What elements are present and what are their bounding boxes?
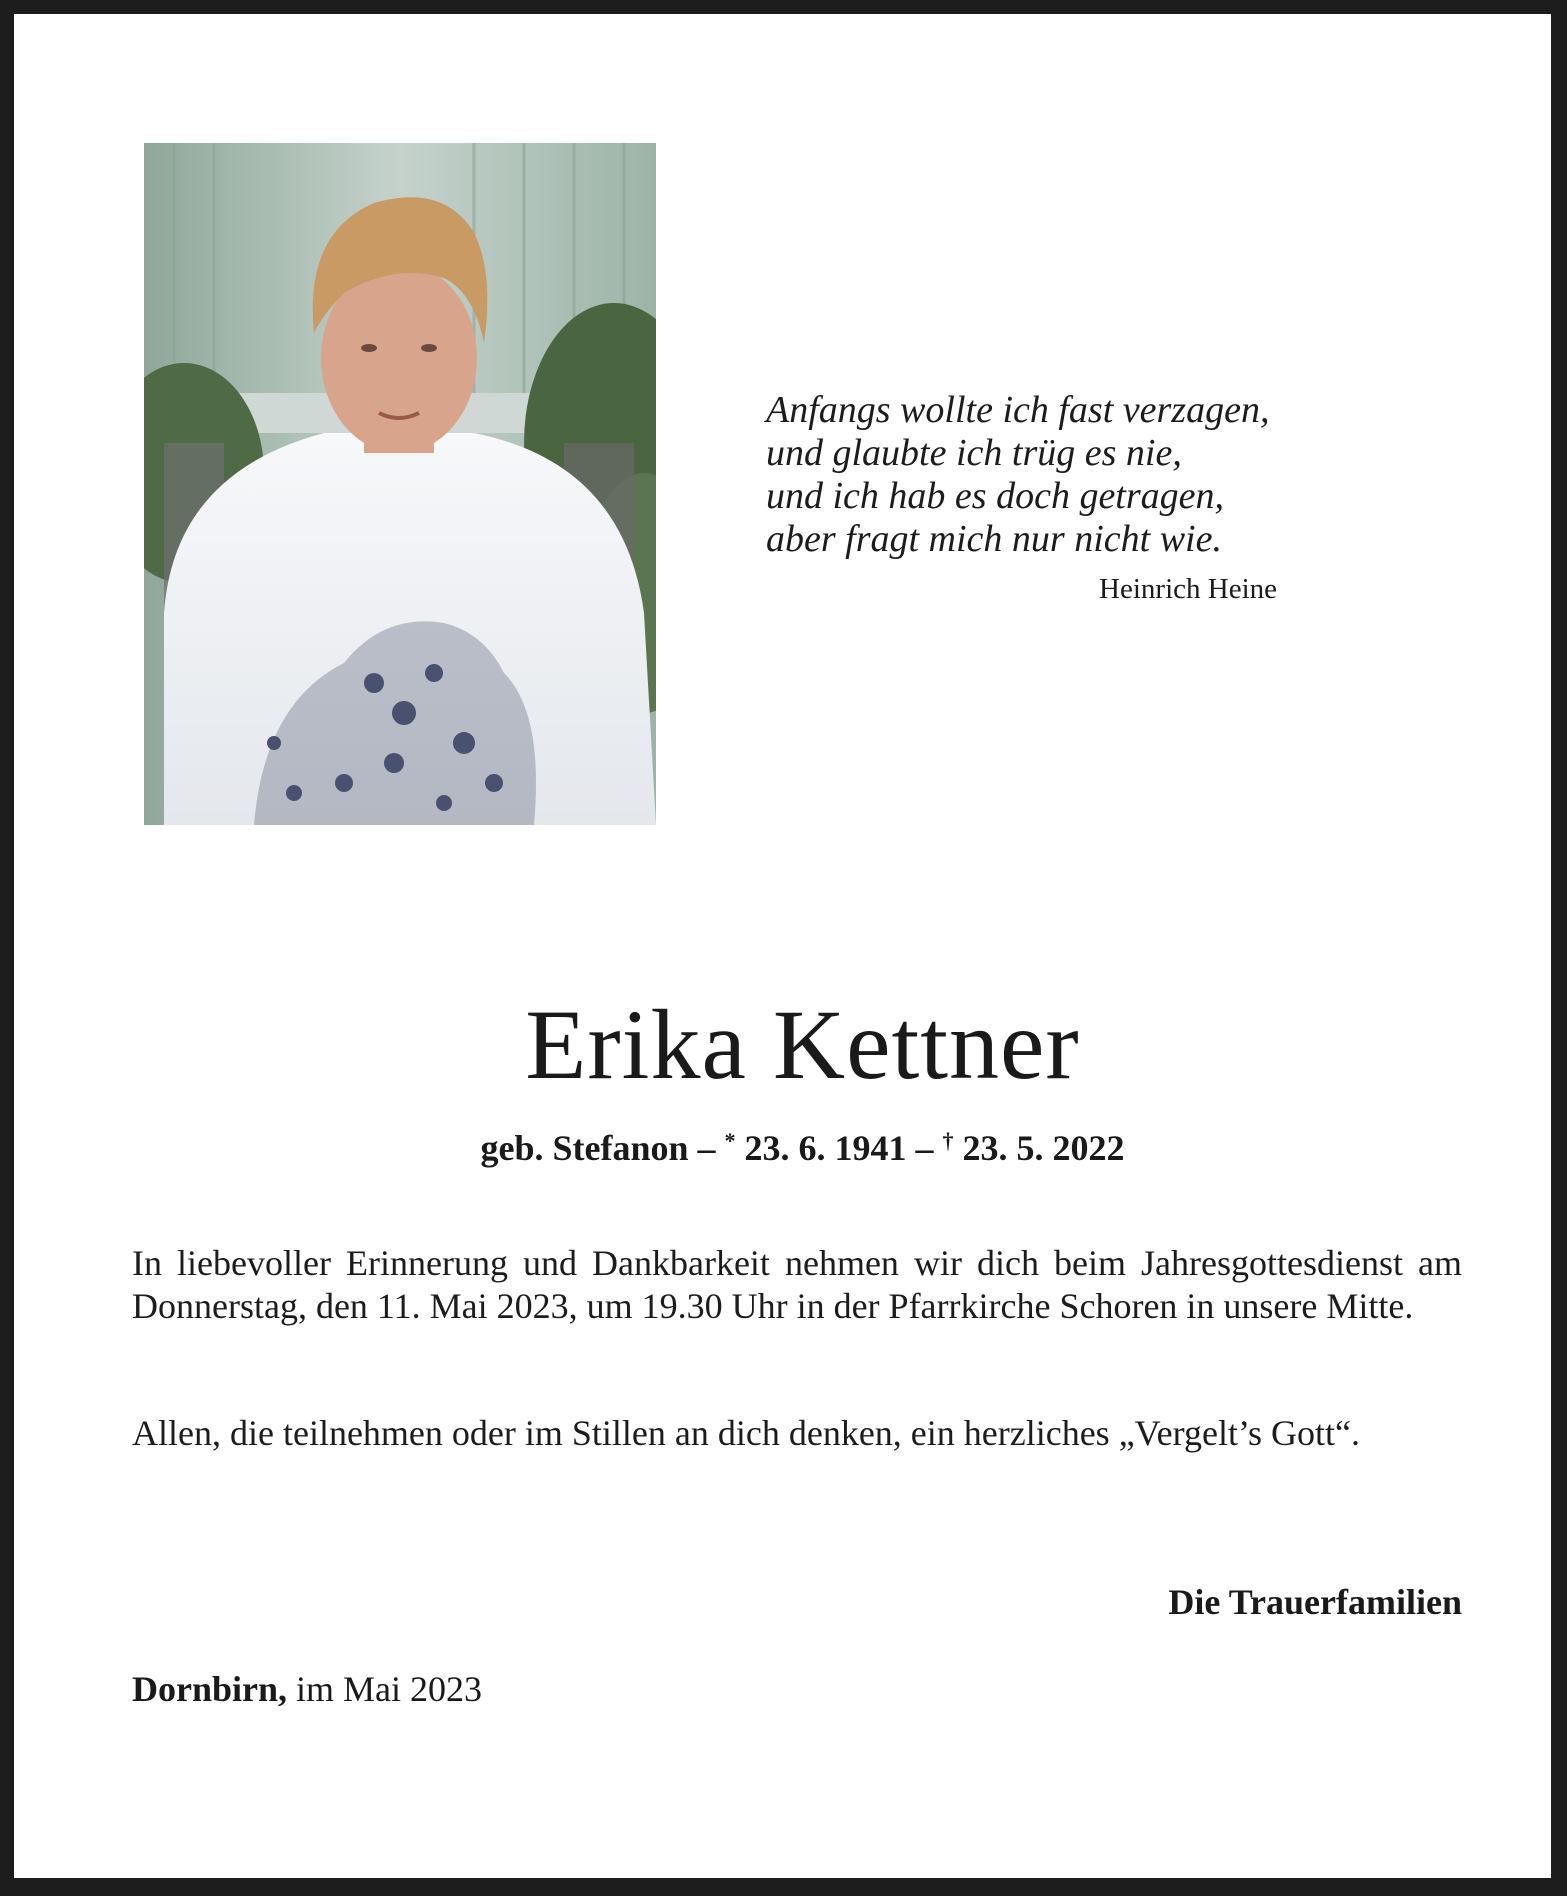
life-dates <box>144 1119 1461 1170</box>
portrait-photo-illustration <box>144 143 656 825</box>
birth-name: geb. Stefanon <box>480 1128 689 1168</box>
quote-author: Heinrich Heine <box>1099 573 1277 605</box>
portrait-photo <box>144 143 656 825</box>
deceased-name: Erika Kettner <box>525 989 1080 1100</box>
quote-block <box>766 389 1306 561</box>
place-date-line <box>132 1667 482 1711</box>
death-symbol: † <box>942 1128 954 1153</box>
quote-line: und ich hab es doch getragen, <box>766 475 1225 517</box>
quote-line: und glaubte ich trüg es nie, <box>766 432 1182 474</box>
death-date: 23. 5. 2022 <box>962 1128 1125 1168</box>
place: Dornbirn, <box>132 1669 288 1709</box>
quote-line: Anfangs wollte ich fast verzagen, <box>766 389 1270 431</box>
memorial-paragraph: In liebevoller Erinnerung und Dankbarkeit nehmen wir dich beim Jahresgottesdienst am Donnerstag, den 11. Mai 2023, um 19.30 Uhr in der Pfarrkirche Schoren in unsere Mitte. <box>132 1243 1462 1326</box>
quote-line: aber fragt mich nur nicht wie. <box>766 518 1222 560</box>
date: im Mai 2023 <box>296 1669 483 1709</box>
separator: – <box>915 1128 934 1168</box>
signature-families: Die Trauerfamilien <box>1168 1582 1462 1622</box>
thanks-paragraph: Allen, die teilnehmen oder im Stillen an dich denken, ein herzliches „Vergelt’s Gott“. <box>132 1413 1360 1453</box>
separator: – <box>697 1128 716 1168</box>
birth-date: 23. 6. 1941 <box>744 1128 907 1168</box>
birth-symbol: * <box>724 1128 736 1153</box>
